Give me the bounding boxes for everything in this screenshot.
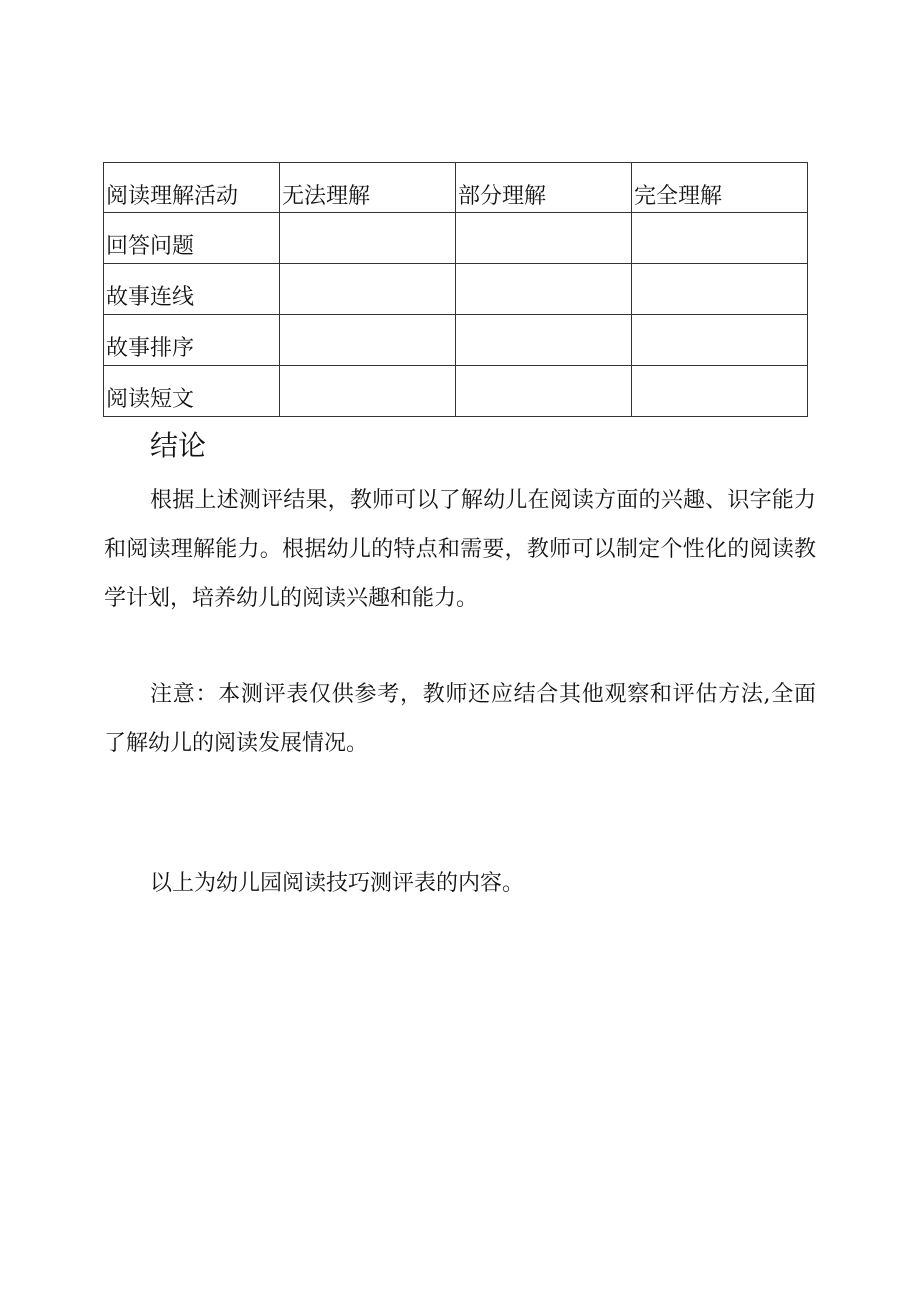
table-row — [104, 315, 808, 366]
table-cell — [456, 264, 632, 315]
table-cell — [280, 366, 456, 417]
note-paragraph: 注意：本测评表仅供参考，教师还应结合其他观察和评估方法,全面了解幼儿的阅读发展情况。 — [104, 682, 816, 756]
table-header-row — [104, 163, 808, 213]
table-row — [104, 366, 808, 417]
header-fully-understand: 完全理解 — [632, 163, 808, 213]
table-cell — [632, 315, 808, 366]
header-partially-understand: 部分理解 — [456, 163, 632, 213]
header-cannot-understand: 无法理解 — [280, 163, 456, 213]
table-cell — [632, 213, 808, 264]
closing-paragraph: 以上为幼儿园阅读技巧测评表的内容。 — [150, 871, 525, 896]
table-row — [104, 264, 808, 315]
row-activity-label: 故事排序 — [104, 315, 280, 366]
header-activity: 阅读理解活动 — [104, 163, 280, 213]
table-cell — [456, 213, 632, 264]
row-activity-label: 阅读短文 — [104, 366, 280, 417]
table-cell — [280, 213, 456, 264]
reading-comprehension-table — [103, 162, 808, 417]
conclusion-paragraph: 根据上述测评结果，教师可以了解幼儿在阅读方面的兴趣、识字能力和阅读理解能力。根据幼儿的特点和需要，教师可以制定个性化的阅读教学计划，培养幼儿的阅读兴趣和能力。 — [104, 488, 816, 611]
table-cell — [632, 264, 808, 315]
row-activity-label: 故事连线 — [104, 264, 280, 315]
row-activity-label: 回答问题 — [104, 213, 280, 264]
table-row — [104, 213, 808, 264]
table-cell — [280, 315, 456, 366]
table-cell — [632, 366, 808, 417]
conclusion-heading: 结论 — [150, 429, 207, 462]
table-cell — [456, 366, 632, 417]
table-cell — [456, 315, 632, 366]
table-cell — [280, 264, 456, 315]
